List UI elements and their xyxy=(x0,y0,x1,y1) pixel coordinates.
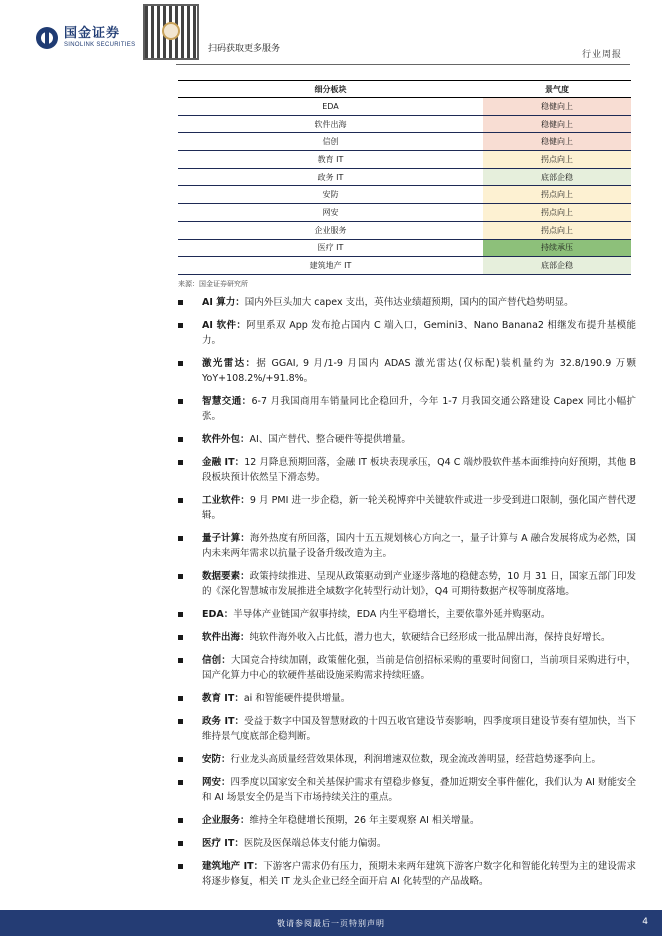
bullet-square-icon xyxy=(178,757,183,762)
bullet-text: 据 GGAI, 9 月/1-9 月国内 ADAS 激光雷达(仅标配)装机量约为 32.8/190.9 万颗 YoY+108.2%/+91.8%。 xyxy=(202,358,636,384)
bullet-square-icon xyxy=(178,323,183,328)
page-number: 4 xyxy=(642,917,648,927)
list-item xyxy=(178,859,636,889)
bullet-text: 海外热度有所回落，国内十五五规划核心方向之一，量子计算与 A 融合发展将成为必然，国内未来两年需求以抗量子设备升级改造为主。 xyxy=(202,533,636,559)
list-item xyxy=(178,775,636,805)
bullet-square-icon xyxy=(178,818,183,823)
table-row xyxy=(178,151,631,169)
bullet-text: 受益于数字中国及智慧财政的十四五收官建设节奏影响，四季度项目建设节奏有望加快，当下维持景气度底部企稳判断。 xyxy=(202,716,636,742)
bullet-square-icon xyxy=(178,658,183,663)
bullet-text: 9 月 PMI 进一步企稳，新一轮关税博弈中关键软件或进一步受到进口限制，强化国产替代逻辑。 xyxy=(202,495,636,521)
column-header-sector: 细分板块 xyxy=(178,81,483,98)
bullet-square-icon xyxy=(178,437,183,442)
list-item xyxy=(178,714,636,744)
page-header xyxy=(0,0,662,74)
qr-center-badge-icon xyxy=(162,22,180,40)
sentiment-cell: 稳健向上 xyxy=(483,98,631,116)
sentiment-cell: 拐点向上 xyxy=(483,221,631,239)
sentiment-cell: 底部企稳 xyxy=(483,257,631,275)
bullet-square-icon xyxy=(178,635,183,640)
company-logo xyxy=(36,26,135,49)
bullet-label: 政务 IT： xyxy=(202,716,245,727)
bullet-text: 四季度以国家安全和关基保护需求有望稳步修复，叠加近期安全事件催化，我们认为 AI 财能安全和 AI 场景安全仍是当下市场持续关注的重点。 xyxy=(202,777,636,803)
list-item xyxy=(178,569,636,599)
bullet-label: 数据要素： xyxy=(202,571,250,582)
bullet-label: 安防： xyxy=(202,754,231,765)
table-row xyxy=(178,257,631,275)
sector-cell: 医疗 IT xyxy=(178,239,483,257)
bullet-label: 教育 IT： xyxy=(202,693,244,704)
list-item xyxy=(178,607,636,622)
bullet-square-icon xyxy=(178,864,183,869)
list-item xyxy=(178,813,636,828)
sentiment-cell: 稳健向上 xyxy=(483,133,631,151)
bullet-text: 阿里系双 App 发布抢占国内 C 端入口，Gemini3、Nano Banana2 相继发布提升基模能力。 xyxy=(202,320,636,346)
list-item xyxy=(178,531,636,561)
sector-sentiment-table xyxy=(178,80,631,275)
bullet-square-icon xyxy=(178,780,183,785)
sector-cell: 信创 xyxy=(178,133,483,151)
bullet-label: EDA： xyxy=(202,609,234,620)
list-item xyxy=(178,295,636,310)
list-item xyxy=(178,318,636,348)
logo-name-cn: 国金证券 xyxy=(64,26,121,41)
report-type-label: 行业周报 xyxy=(581,50,622,60)
bullet-label: 量子计算： xyxy=(202,533,250,544)
bullet-label: 软件出海： xyxy=(202,632,250,643)
bullet-label: 智慧交通： xyxy=(202,396,252,407)
table-row xyxy=(178,98,631,116)
sector-cell: 建筑地产 IT xyxy=(178,257,483,275)
bullet-label: 医疗 IT： xyxy=(202,838,244,849)
table-row xyxy=(178,168,631,186)
bullet-text: 12 月降息预期回落，金融 IT 板块表现承压，Q4 C 端炒股软件基本面维持向好预期，其他 B 段板块预计依然呈下滑态势。 xyxy=(202,457,636,483)
table-row xyxy=(178,115,631,133)
table-header-row xyxy=(178,81,631,98)
sector-cell: 网安 xyxy=(178,204,483,222)
table-row xyxy=(178,133,631,151)
bullet-text: 维持全年稳健增长预期，26 年主要观察 AI 相关增量。 xyxy=(249,815,480,826)
bullet-square-icon xyxy=(178,498,183,503)
table-row xyxy=(178,239,631,257)
qr-caption: 扫码获取更多服务 xyxy=(208,44,281,54)
list-item xyxy=(178,836,636,851)
table-row xyxy=(178,221,631,239)
sentiment-cell: 稳健向上 xyxy=(483,115,631,133)
sector-cell: 软件出海 xyxy=(178,115,483,133)
bullet-text: 政策持续推进、呈现从政策驱动到产业逐步落地的稳健态势，10 月 31 日，国家五部门印发的《深化智慧城市发展推进全域数字化转型行动计划》，Q4 可期待数据产权等制度落地。 xyxy=(202,571,636,597)
sector-cell: EDA xyxy=(178,98,483,116)
bullet-text: AI、国产替代、整合硬件等提供增量。 xyxy=(249,434,411,445)
bullet-square-icon xyxy=(178,361,183,366)
bullet-text: 国内外巨头加大 capex 支出，英伟达业绩超预期，国内的国产替代趋势明显。 xyxy=(244,297,574,308)
list-item xyxy=(178,432,636,447)
sentiment-cell: 拐点向上 xyxy=(483,151,631,169)
sentiment-cell: 底部企稳 xyxy=(483,168,631,186)
bullet-text: 下游客户需求仍有压力，预期未来两年建筑下游客户数字化和智能化转型为主的建设需求将逐步修复，相关 IT 龙头企业已经全面开启 AI 化转型的产品战略。 xyxy=(202,861,636,887)
bullet-label: 企业服务： xyxy=(202,815,250,826)
bullet-square-icon xyxy=(178,841,183,846)
logo-name-en: SINOLINK SECURITIES xyxy=(64,42,136,48)
bullet-square-icon xyxy=(178,300,183,305)
table-body xyxy=(178,98,631,275)
sector-cell: 政务 IT xyxy=(178,168,483,186)
bullet-text: 纯软件海外收入占比低，潜力也大，软硬结合已经形成一批品牌出海，保持良好增长。 xyxy=(249,632,611,643)
bullet-square-icon xyxy=(178,719,183,724)
list-item xyxy=(178,356,636,386)
bullet-text: 医院及医保端总体支付能力偏弱。 xyxy=(243,838,387,849)
table-source: 来源：国金证券研究所 xyxy=(178,280,248,288)
list-item xyxy=(178,394,636,424)
bullet-square-icon xyxy=(178,574,183,579)
column-header-sentiment: 景气度 xyxy=(483,81,631,98)
bullet-label: AI 算力： xyxy=(202,297,245,308)
list-item xyxy=(178,455,636,485)
sentiment-cell: 拐点向上 xyxy=(483,186,631,204)
bullet-label: 软件外包： xyxy=(202,434,250,445)
disclaimer-note: 敬请参阅最后一页特别声明 xyxy=(277,919,385,928)
list-item xyxy=(178,493,636,523)
bullet-label: 激光雷达： xyxy=(202,358,257,369)
bullet-square-icon xyxy=(178,399,183,404)
bullet-text: 行业龙头高质量经营效果体现，利润增速双位数，现金流改善明显，经营趋势逐季向上。 xyxy=(230,754,602,765)
list-item xyxy=(178,630,636,645)
bullet-label: 网安： xyxy=(202,777,231,788)
bullet-label: 金融 IT： xyxy=(202,457,245,468)
bullet-label: 建筑地产 IT： xyxy=(202,861,264,872)
bullet-text: 大国竞合持续加剧，政策催化强，当前是信创招标采购的重要时间窗口，当前项目采购进行中，国产化算力中心的软硬件基础设施采购需求持续旺盛。 xyxy=(202,655,636,681)
sector-cell: 企业服务 xyxy=(178,221,483,239)
bullet-label: AI 软件： xyxy=(202,320,247,331)
bullet-text: 半导体产业链国产叙事持续，EDA 内生平稳增长，主要依靠外延并购驱动。 xyxy=(233,609,551,620)
bullet-square-icon xyxy=(178,460,183,465)
page-footer xyxy=(0,910,662,936)
table-row xyxy=(178,186,631,204)
sentiment-cell: 拐点向上 xyxy=(483,204,631,222)
sector-commentary-list xyxy=(178,295,636,897)
list-item xyxy=(178,691,636,706)
sector-cell: 教育 IT xyxy=(178,151,483,169)
sector-cell: 安防 xyxy=(178,186,483,204)
bullet-text: 6-7 月我国商用车销量同比企稳回升，今年 1-7 月我国交通公路建设 Capex 同比小幅扩张。 xyxy=(202,396,636,422)
list-item xyxy=(178,653,636,683)
list-item xyxy=(178,752,636,767)
bullet-label: 工业软件： xyxy=(202,495,250,506)
header-divider xyxy=(176,64,630,65)
bullet-square-icon xyxy=(178,696,183,701)
bullet-square-icon xyxy=(178,536,183,541)
sentiment-cell: 持续承压 xyxy=(483,239,631,257)
bullet-square-icon xyxy=(178,612,183,617)
sinolink-logo-icon xyxy=(36,27,58,49)
bullet-label: 信创： xyxy=(202,655,231,666)
bullet-text: ai 和智能硬件提供增量。 xyxy=(243,693,351,704)
table-row xyxy=(178,204,631,222)
